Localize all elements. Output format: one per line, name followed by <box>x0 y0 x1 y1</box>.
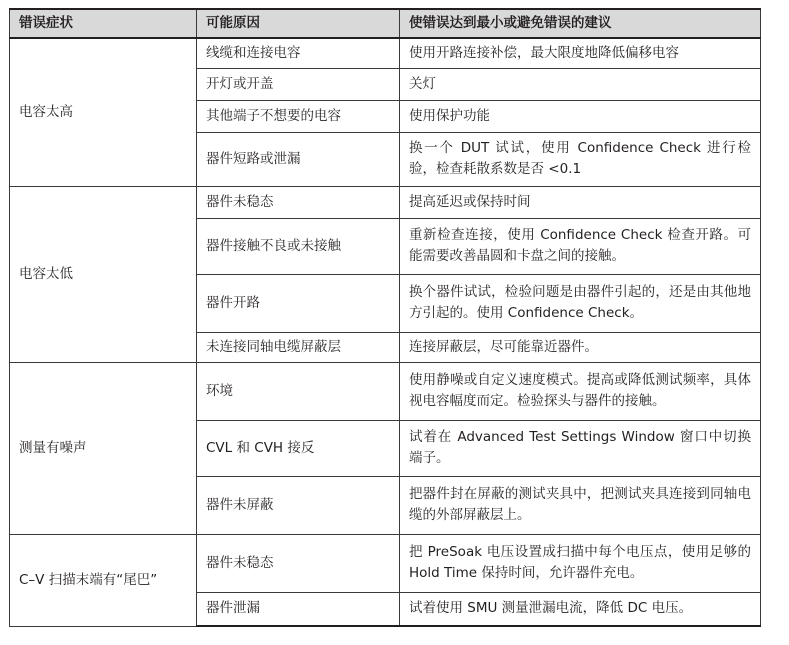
suggestion-cell: 把 PreSoak 电压设置成扫描中每个电压点，使用足够的 Hold Time 保持时间，允许器件充电。 <box>400 534 761 592</box>
suggestion-cell: 使用保护功能 <box>400 100 761 132</box>
cause-cell: 其他端子不想要的电容 <box>197 100 400 132</box>
cause-cell: 环境 <box>197 362 400 420</box>
table-row <box>10 38 761 68</box>
suggestion-cell: 换个器件试试，检验问题是由器件引起的，还是由其他地方引起的。使用 Confidence Check。 <box>400 274 761 332</box>
table-row <box>10 186 761 218</box>
suggestion-cell: 换一个 DUT 试试，使用 Confidence Check 进行检验，检查耗散系数是否 <0.1 <box>400 132 761 186</box>
symptom-cell: C–V 扫描末端有“尾巴” <box>10 534 197 626</box>
suggestion-cell: 试着使用 SMU 测量泄漏电流，降低 DC 电压。 <box>400 592 761 626</box>
cause-cell: 未连接同轴电缆屏蔽层 <box>197 332 400 362</box>
suggestion-cell: 提高延迟或保持时间 <box>400 186 761 218</box>
header-cause: 可能原因 <box>197 9 400 38</box>
header-symptom: 错误症状 <box>10 9 197 38</box>
suggestion-cell: 使用开路连接补偿，最大限度地降低偏移电容 <box>400 38 761 68</box>
cause-cell: 器件开路 <box>197 274 400 332</box>
header-row <box>10 9 761 38</box>
suggestion-cell: 把器件封在屏蔽的测试夹具中，把测试夹具连接到同轴电缆的外部屏蔽层上。 <box>400 476 761 534</box>
troubleshooting-table <box>9 8 761 627</box>
table-row <box>10 534 761 592</box>
suggestion-cell: 重新检查连接，使用 Confidence Check 检查开路。可能需要改善晶圆和卡盘之间的接触。 <box>400 218 761 274</box>
cause-cell: 器件未稳态 <box>197 534 400 592</box>
cause-cell: 器件未稳态 <box>197 186 400 218</box>
suggestion-cell: 关灯 <box>400 68 761 100</box>
suggestion-cell: 连接屏蔽层，尽可能靠近器件。 <box>400 332 761 362</box>
suggestion-cell: 试着在 Advanced Test Settings Window 窗口中切换端子。 <box>400 420 761 476</box>
symptom-cell: 测量有噪声 <box>10 362 197 534</box>
cause-cell: 器件接触不良或未接触 <box>197 218 400 274</box>
cause-cell: 器件未屏蔽 <box>197 476 400 534</box>
cause-cell: 线缆和连接电容 <box>197 38 400 68</box>
table-row <box>10 362 761 420</box>
header-suggestion: 使错误达到最小或避免错误的建议 <box>400 9 761 38</box>
cause-cell: CVL 和 CVH 接反 <box>197 420 400 476</box>
cause-cell: 器件短路或泄漏 <box>197 132 400 186</box>
suggestion-cell: 使用静噪或自定义速度模式。提高或降低测试频率，具体视电容幅度而定。检验探头与器件的接触。 <box>400 362 761 420</box>
cause-cell: 开灯或开盖 <box>197 68 400 100</box>
cause-cell: 器件泄漏 <box>197 592 400 626</box>
symptom-cell: 电容太高 <box>10 38 197 186</box>
troubleshooting-table-container <box>9 8 760 627</box>
symptom-cell: 电容太低 <box>10 186 197 362</box>
